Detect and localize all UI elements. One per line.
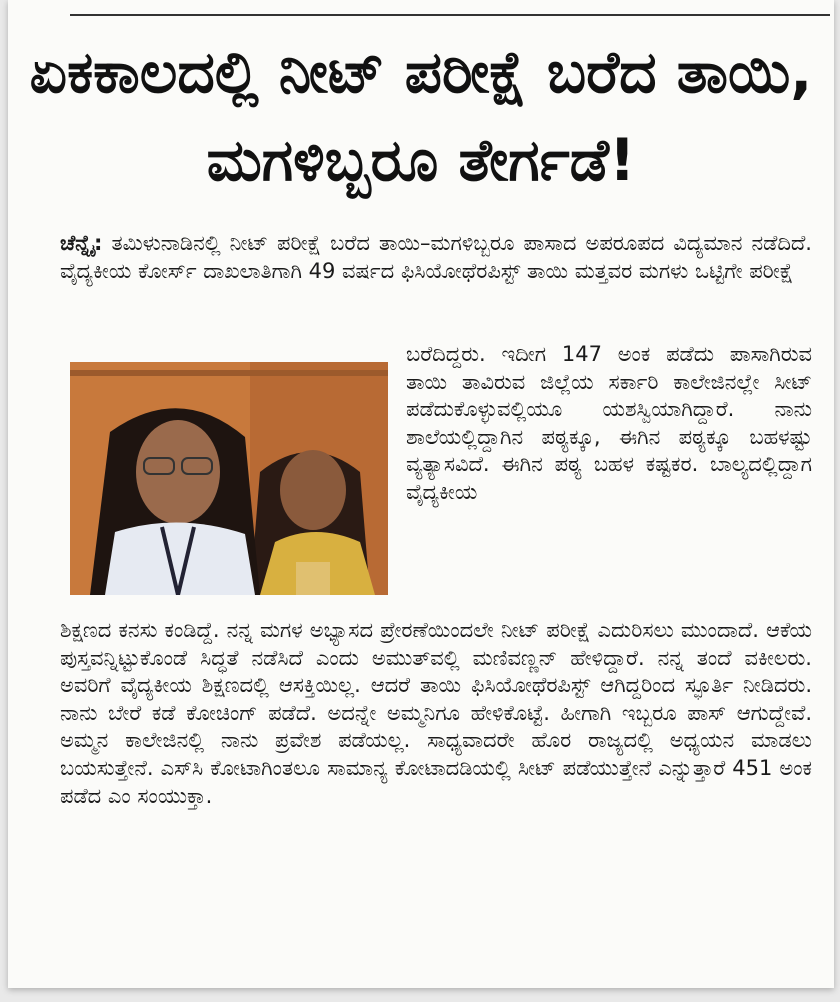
article-paragraph-side: ಬರೆದಿದ್ದರು. ಇದೀಗ 147 ಅಂಕ ಪಡೆದು ಪಾಸಾಗಿರುವ ತಾಯಿ ತಾವಿರುವ ಜಿಲ್ಲೆಯ ಸರ್ಕಾರಿ ಕಾಲೇಜಿನಲ್ಲೇ ಸೀಟ್ ಪಡೆದುಕೊಳ್ಳುವಲ್ಲಿಯೂ ಯಶಸ್ವಿಯಾಗಿದ್ದಾರೆ. ನಾನು ಶಾಲೆಯಲ್ಲಿದ್ದಾಗಿನ ಪಠ್ಯಕ್ಕೂ, ಈಗಿನ ಪಠ್ಯಕ್ಕೂ ಬಹಳಷ್ಟು ವ್ಯತ್ಯಾಸವಿದೆ. ಈಗಿನ ಪಠ್ಯ ಬಹಳ ಕಷ್ಟಕರ. ಬಾಲ್ಯದಲ್ಲಿದ್ದಾಗ ವೈದ್ಯಕೀಯ — [406, 342, 812, 504]
article-paragraph-bottom: ಶಿಕ್ಷಣದ ಕನಸು ಕಂಡಿದ್ದೆ. ನನ್ನ ಮಗಳ ಅಭ್ಯಾಸದ ಪ್ರೇರಣೆಯಿಂದಲೇ ನೀಟ್ ಪರೀಕ್ಷೆ ಎದುರಿಸಲು ಮುಂದಾದೆ. ಆಕೆಯ ಪುಸ್ತವನ್ನಿಟ್ಟುಕೊಂಡೆ ಸಿದ್ಧತೆ ನಡೆಸಿದೆ ಎಂದು ಅಮುತ್‌ವಲ್ಲಿ ಮಣಿವಣ್ಣನ್ ಹೇಳಿದ್ದಾರೆ. ನನ್ನ ತಂದೆ ವಕೀಲರು. ಅವರಿಗೆ ವೈದ್ಯಕೀಯ ಶಿಕ್ಷಣದಲ್ಲಿ ಆಸಕ್ತಿಯಿಲ್ಲ. ಆದರೆ ತಾಯಿ ಫಿಸಿಯೋಥೆರಪಿಸ್ಟ್ ಆಗಿದ್ದರಿಂದ ಸ್ಫೂರ್ತಿ ನೀಡಿದರು. ನಾನು ಬೇರೆ ಕಡೆ ಕೋಚಿಂಗ್ ಪಡೆದೆ. ಅದನ್ನೇ ಅಮ್ಮನಿಗೂ ಹೇಳಿಕೊಟ್ಟೆ. ಹೀಗಾಗಿ ಇಬ್ಬರೂ ಪಾಸ್ ಆಗುದ್ದೇವೆ. ಅಮ್ಮನ ಕಾಲೇಜಿನಲ್ಲಿ ನಾನು ಪ್ರವೇಶ ಪಡೆಯಲ್ಲ. ಸಾಧ್ಯವಾದರೇ ಹೊರ ರಾಜ್ಯದಲ್ಲಿ ಅಧ್ಯಯನ ಮಾಡಲು ಬಯಸುತ್ತೇನೆ. ಎಸ್‌ಸಿ ಕೋಟಾಗಿಂತಲೂ ಸಾಮಾನ್ಯ ಕೋಟಾದಡಿಯಲ್ಲಿ ಸೀಟ್ ಪಡೆಯುತ್ತೇನೆ ಎನ್ನುತ್ತಾರೆ 451 ಅಂಕ ಪಡೆದ ಎಂ ಸಂಯುಕ್ತಾ. — [60, 618, 812, 808]
top-rule — [70, 14, 830, 16]
article-paragraph-top — [60, 230, 812, 285]
photo-illustration — [70, 362, 388, 595]
article-photo — [70, 362, 388, 595]
article-text-top: ತಮಿಳುನಾಡಿನಲ್ಲಿ ನೀಟ್ ಪರೀಕ್ಷೆ ಬರೆದ ತಾಯಿ–ಮಗಳಿಬ್ಬರೂ ಪಾಸಾದ ಅಪರೂಪದ ವಿದ್ಯಮಾನ ನಡೆದಿದೆ. ವೈದ್ಯಕೀಯ ಕೋರ್ಸ್ ದಾಖಲಾತಿಗಾಗಿ 49 ವರ್ಷದ ಫಿಸಿಯೋಥೆರಪಿಸ್ಟ್ ತಾಯಿ ಮತ್ತವರ ಮಗಳು ಒಟ್ಟಿಗೇ ಪರೀಕ್ಷೆ — [60, 231, 812, 283]
dateline: ಚೆನ್ನೈ: — [60, 231, 103, 255]
newspaper-clipping — [8, 0, 834, 988]
article-headline: ಏಕಕಾಲದಲ್ಲಿ ನೀಟ್ ಪರೀಕ್ಷೆ ಬರೆದ ತಾಯಿ, ಮಗಳಿಬ್ಬರೂ ತೇರ್ಗಡೆ! — [29, 38, 813, 194]
